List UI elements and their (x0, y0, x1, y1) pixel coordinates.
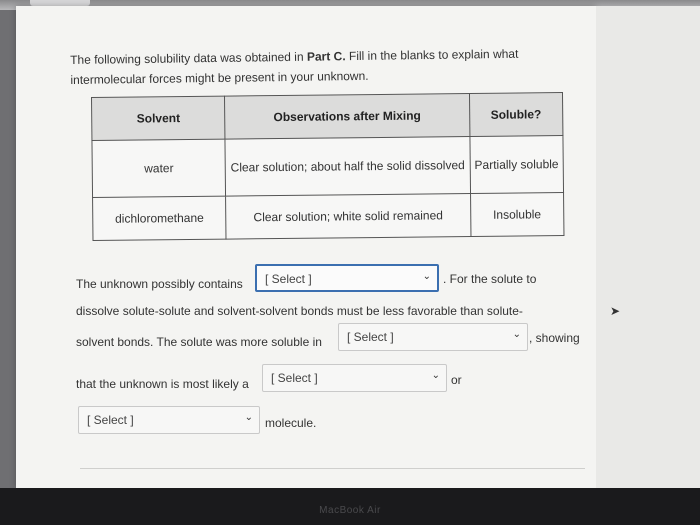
question-intro (70, 43, 571, 90)
chevron-down-icon: ⌄ (431, 370, 440, 381)
header-observations: Observations after Mixing (225, 94, 470, 140)
question-text-4: solvent bonds. The solute was more soluble in (76, 335, 322, 349)
table-header-row (92, 93, 563, 141)
polarity-select-1-value: [ Select ] (271, 371, 318, 385)
mouse-cursor-icon: ➤ (610, 304, 621, 318)
bezel-label: MacBook Air (319, 505, 381, 516)
forces-select-value: [ Select ] (265, 272, 312, 286)
question-text-5: , showing (529, 331, 580, 345)
cell-solvent: dichloromethane (93, 196, 227, 240)
polarity-select-1[interactable] (262, 364, 447, 392)
polarity-select-2[interactable] (78, 406, 260, 434)
question-text-7: or (451, 373, 462, 387)
cell-observation: Clear solution; white solid remained (226, 194, 471, 240)
solvent-select-value: [ Select ] (347, 330, 394, 344)
question-text-8: molecule. (265, 416, 317, 430)
chevron-down-icon: ⌄ (422, 271, 431, 282)
laptop-bezel (0, 488, 700, 525)
cell-soluble: Partially soluble (470, 136, 564, 194)
question-text-3: dissolve solute-solute and solvent-solvent bonds must be less favorable than solute- (76, 304, 523, 318)
intro-text-before: The following solubility data was obtained in (70, 49, 308, 67)
solvent-select[interactable] (338, 323, 528, 351)
right-side-panel (596, 6, 700, 488)
intro-text-after: Fill in the blanks to explain what intermolecular forces might be present in your unknown. (70, 46, 519, 87)
cell-soluble: Insoluble (470, 193, 564, 237)
question-text-6: that the unknown is most likely a (76, 377, 249, 391)
table-row (92, 136, 564, 198)
intro-part-label: Part C. (306, 49, 346, 64)
header-soluble: Soluble? (469, 93, 563, 137)
question-text-2: . For the solute to (443, 272, 537, 286)
solubility-table (91, 92, 564, 241)
polarity-select-2-value: [ Select ] (87, 413, 134, 427)
forces-select[interactable] (255, 264, 439, 292)
question-text-1: The unknown possibly contains (76, 277, 243, 291)
chevron-down-icon: ⌄ (244, 412, 253, 423)
cell-observation: Clear solution; about half the solid dissolved (225, 137, 470, 197)
cell-solvent: water (92, 139, 226, 197)
chevron-down-icon: ⌄ (512, 329, 521, 340)
divider (80, 468, 585, 469)
table-row (93, 193, 564, 241)
header-solvent: Solvent (92, 96, 226, 140)
